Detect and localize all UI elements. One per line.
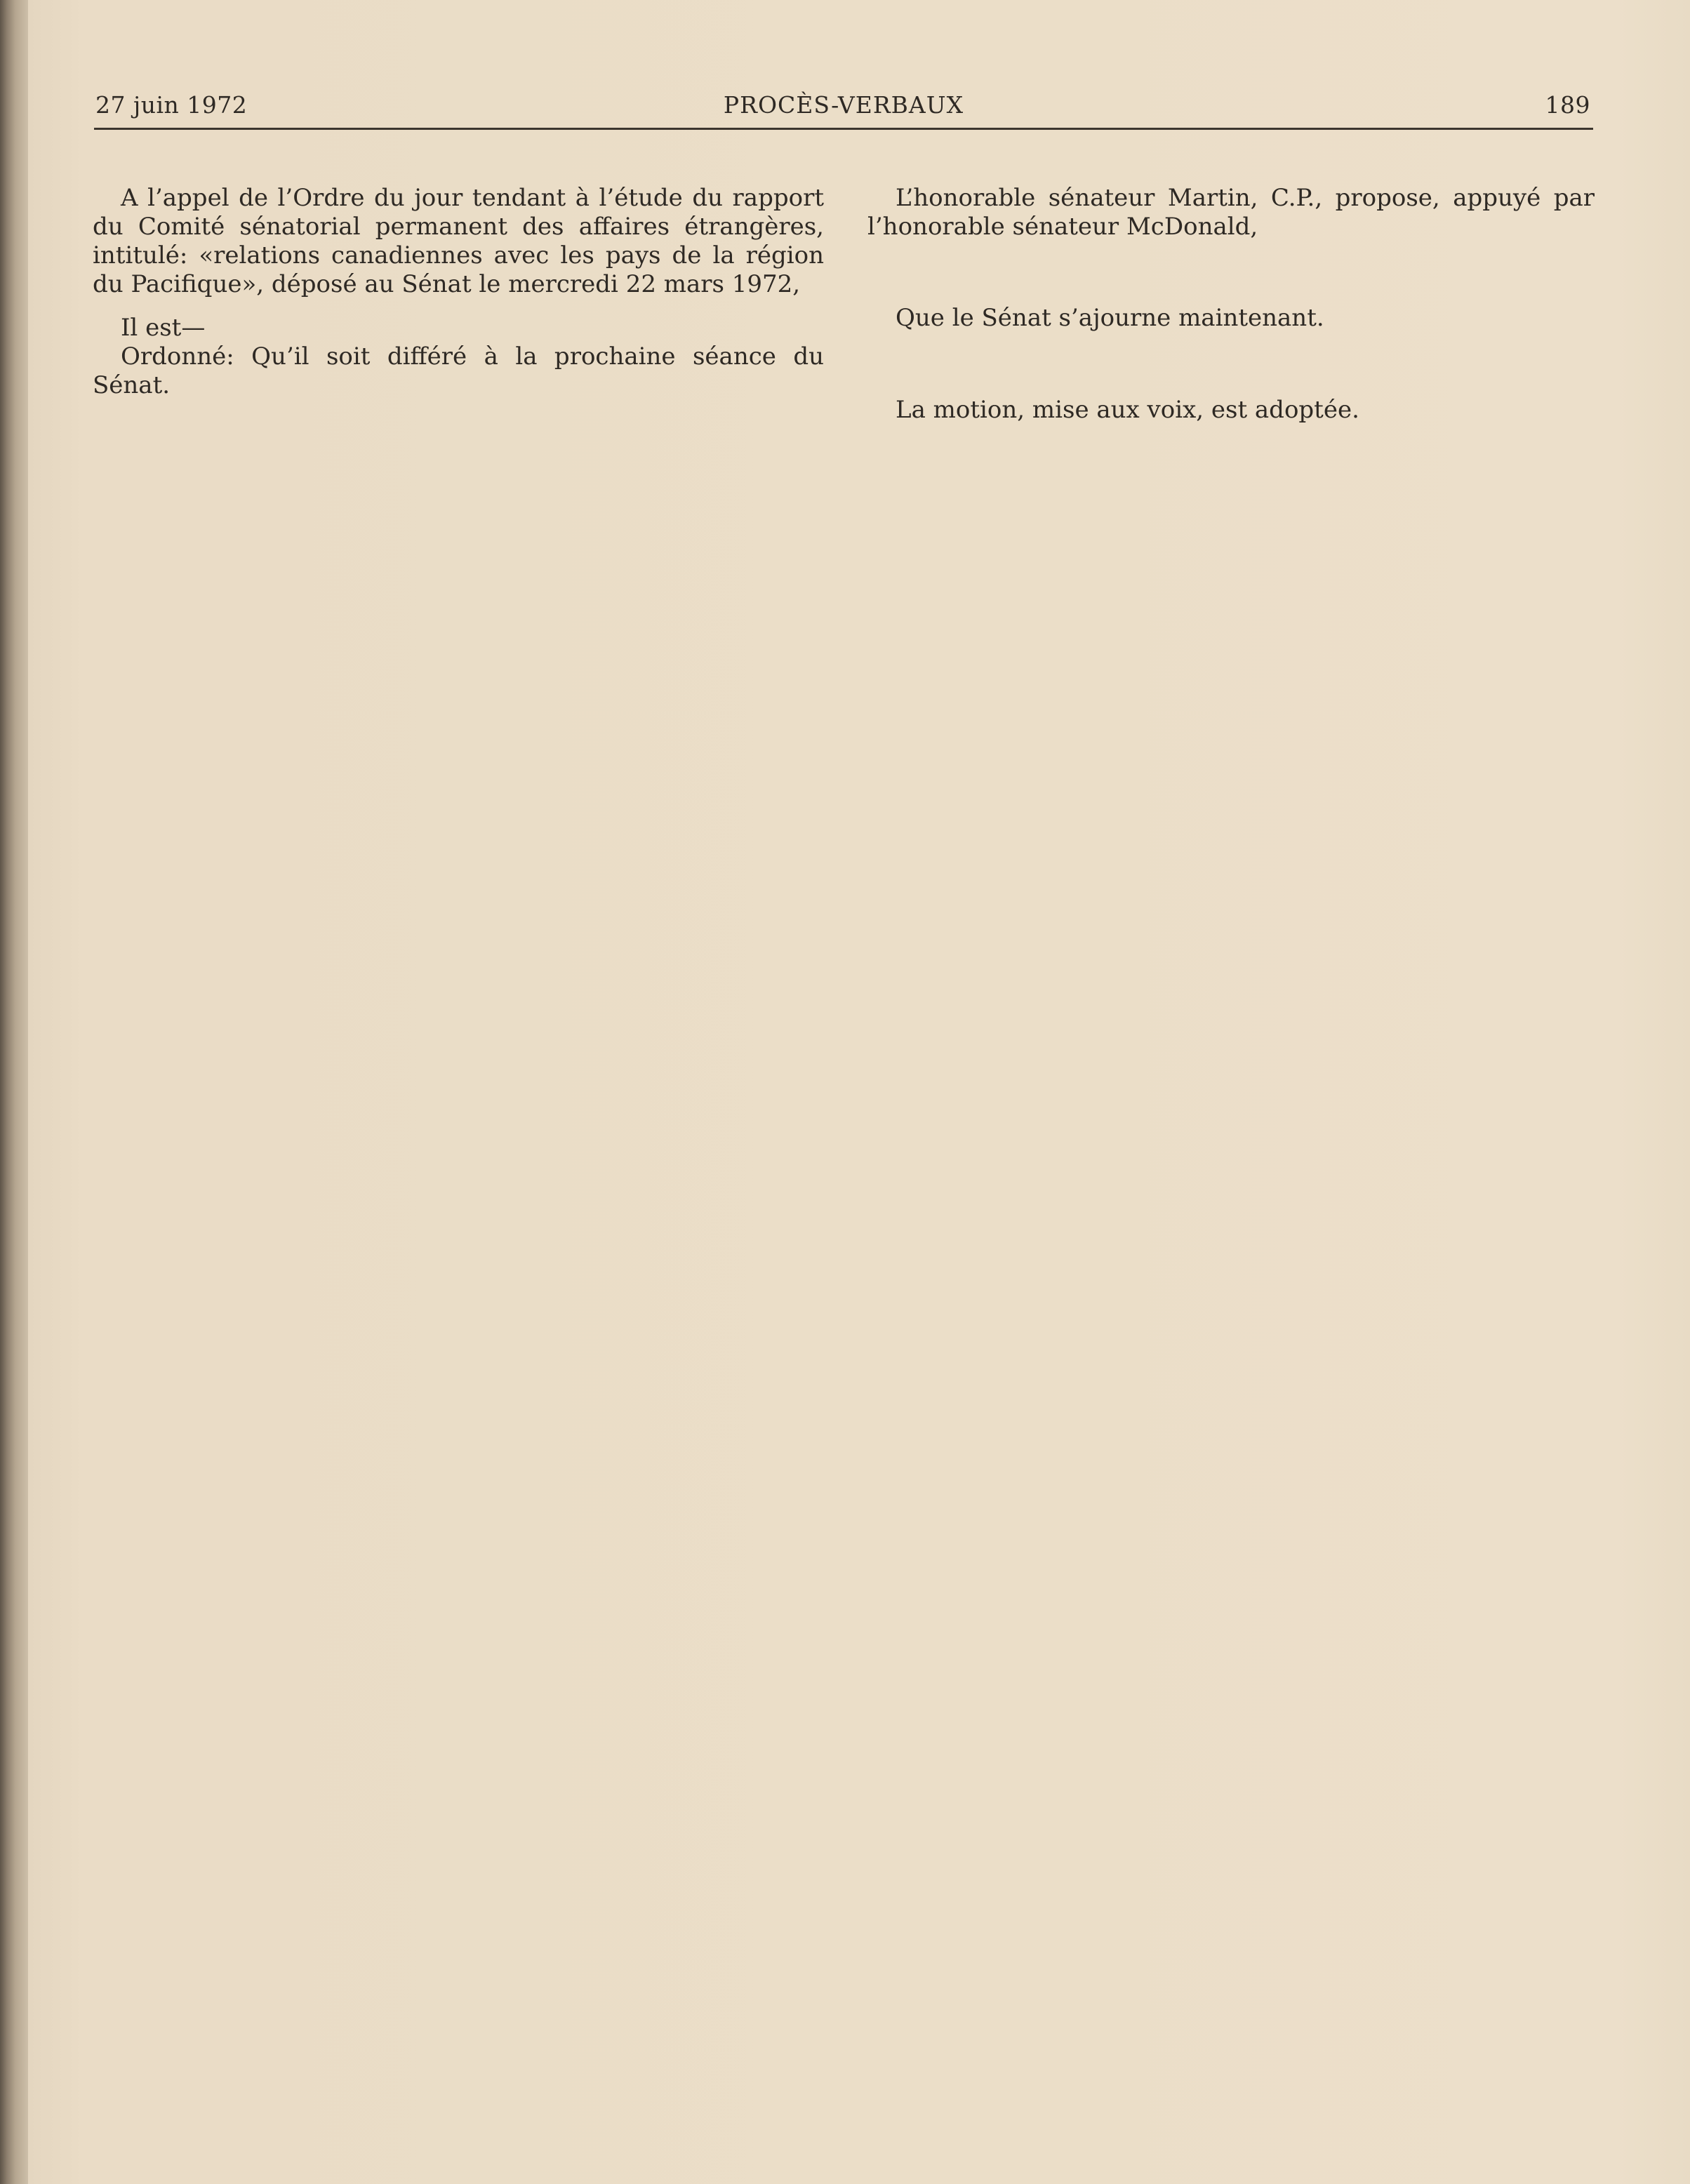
right-column xyxy=(867,184,1595,425)
right-paragraph-3: La motion, mise aux voix, est adoptée. xyxy=(896,396,1359,424)
left-column xyxy=(93,184,824,400)
right-paragraph-1: L’honorable sénateur Martin, C.P., propose, appuyé par l’honorable sénateur McDonald, xyxy=(867,184,1595,241)
page-number: 189 xyxy=(1545,91,1590,119)
binding-gutter xyxy=(0,0,28,2184)
page-header xyxy=(94,88,1593,130)
right-paragraph-2: Que le Sénat s’ajourne maintenant. xyxy=(896,304,1324,332)
header-title: PROCÈS-VERBAUX xyxy=(723,91,964,119)
left-paragraph-3: Ordonné: Qu’il soit différé à la prochaine séance du Sénat. xyxy=(93,342,824,399)
left-paragraph-2: Il est— xyxy=(121,314,206,342)
header-date: 27 juin 1972 xyxy=(95,91,248,119)
left-paragraph-1: A l’appel de l’Ordre du jour tendant à l’étude du rapport du Comité sénatorial permanent des affaires étrangères, intitulé: «relations canadiennes avec les pays de la région du Pacifique», déposé au Sénat le mercredi 22 mars 1972, xyxy=(93,184,824,298)
